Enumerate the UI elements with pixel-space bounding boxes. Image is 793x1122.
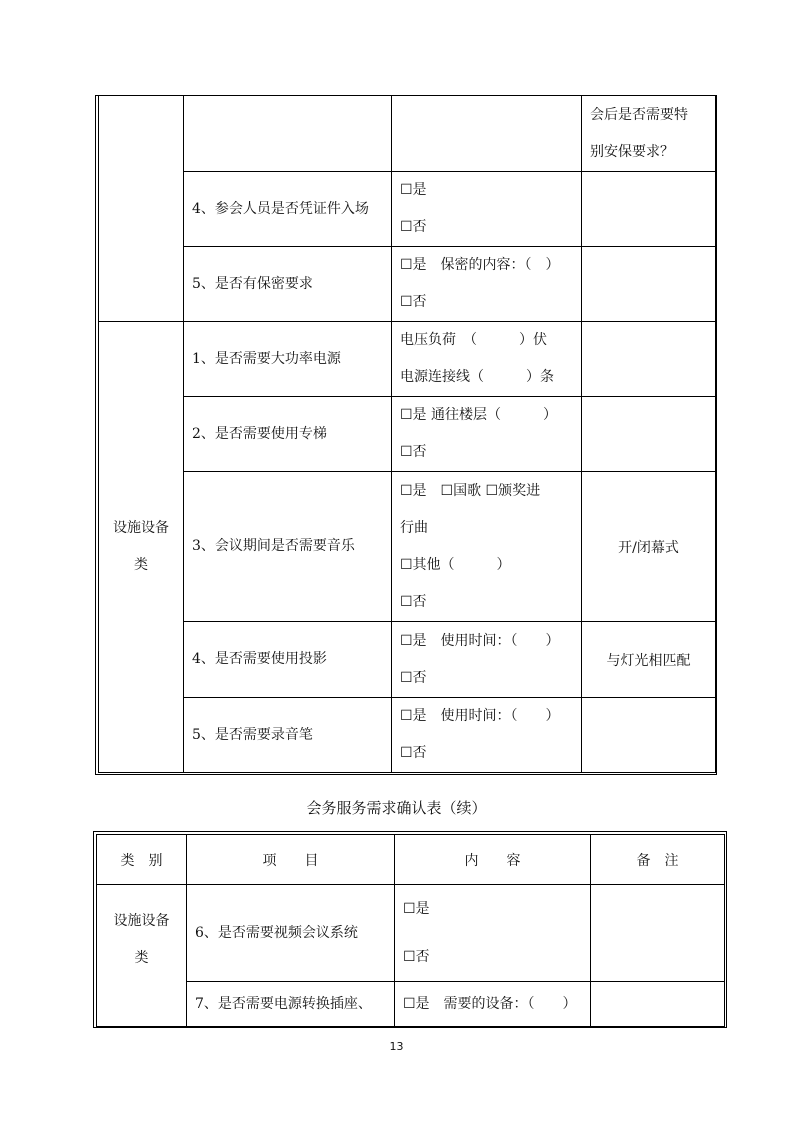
table-row xyxy=(99,397,716,472)
checkbox-no[interactable]: ☐否 xyxy=(400,444,427,460)
item-cell: 7、是否需要电源转换插座、 xyxy=(187,982,395,1027)
checkbox-yes[interactable]: ☐是 通往楼层（ ） xyxy=(400,407,558,423)
item-cell: 4、参会人员是否凭证件入场 xyxy=(184,172,392,247)
header-note: 备 注 xyxy=(591,835,725,885)
item-cell: 2、是否需要使用专梯 xyxy=(184,397,392,472)
item-cell: 6、是否需要视频会议系统 xyxy=(187,885,395,982)
note-cell xyxy=(591,982,725,1027)
note-cell xyxy=(582,698,716,773)
item-cell: 4、是否需要使用投影 xyxy=(184,622,392,698)
category-label: 设施设备 xyxy=(113,913,170,929)
voltage-load-field[interactable]: 电压负荷 （ ）伏 xyxy=(400,332,547,348)
table-row xyxy=(97,885,725,982)
content-cell xyxy=(392,698,582,773)
checkbox-other[interactable]: ☐其他（ ） xyxy=(400,556,511,573)
note-cell xyxy=(582,96,716,172)
table-row xyxy=(99,472,716,622)
content-cell xyxy=(395,885,591,982)
service-requirements-table-2 xyxy=(96,834,725,1027)
page-number: 13 xyxy=(389,1040,404,1053)
category-cell xyxy=(99,322,184,773)
table-row xyxy=(99,96,716,172)
category-cell-empty xyxy=(99,96,184,322)
table-row xyxy=(99,247,716,322)
item-cell: 5、是否有保密要求 xyxy=(184,247,392,322)
header-item: 项 目 xyxy=(187,835,395,885)
checkbox-no[interactable]: ☐否 xyxy=(400,593,427,610)
note-text: 别安保要求？ xyxy=(590,143,674,160)
item-cell xyxy=(184,96,392,172)
content-cell xyxy=(395,982,591,1027)
checkbox-yes[interactable]: ☐是 保密的内容：（ ） xyxy=(400,257,560,273)
note-cell xyxy=(582,397,716,472)
content-cell xyxy=(392,472,582,622)
note-cell xyxy=(582,247,716,322)
content-cell xyxy=(392,172,582,247)
content-cell xyxy=(392,622,582,698)
checkbox-yes[interactable]: ☐是 使用时间：（ ） xyxy=(400,632,560,649)
checkbox-no[interactable]: ☐否 xyxy=(403,949,430,965)
note-cell: 与灯光相匹配 xyxy=(582,622,716,698)
checkbox-no[interactable]: ☐否 xyxy=(400,219,427,235)
table-header-row xyxy=(97,835,725,885)
service-requirements-table-continued xyxy=(98,95,716,773)
table-row xyxy=(99,322,716,397)
content-cell xyxy=(392,322,582,397)
checkbox-yes[interactable]: ☐是 使用时间：（ ） xyxy=(400,708,560,724)
content-cell xyxy=(392,397,582,472)
checkbox-no[interactable]: ☐否 xyxy=(400,294,427,310)
music-options-cont: 行曲 xyxy=(400,519,428,536)
table-row xyxy=(99,622,716,698)
category-cell xyxy=(97,885,187,1027)
category-label: 设施设备 xyxy=(113,520,169,536)
header-content: 内 容 xyxy=(395,835,591,885)
checkbox-no[interactable]: ☐否 xyxy=(400,669,427,686)
header-category: 类 别 xyxy=(97,835,187,885)
music-options[interactable]: ☐是 ☐国歌 ☐颁奖进 xyxy=(400,482,541,499)
checkbox-yes[interactable]: ☐是 xyxy=(400,182,427,198)
checkbox-no[interactable]: ☐否 xyxy=(400,745,427,761)
power-cable-field[interactable]: 电源连接线（ ）条 xyxy=(400,369,554,385)
note-cell xyxy=(582,322,716,397)
table-row xyxy=(97,982,725,1027)
note-cell: 开/闭幕式 xyxy=(582,472,716,622)
note-text: 会后是否需要特 xyxy=(590,106,688,123)
checkbox-yes[interactable]: ☐是 xyxy=(403,901,430,917)
item-cell: 1、是否需要大功率电源 xyxy=(184,322,392,397)
checkbox-yes[interactable]: ☐是 需要的设备：（ ） xyxy=(403,995,577,1012)
table-caption: 会务服务需求确认表（续） xyxy=(306,799,487,817)
category-label: 类 xyxy=(134,950,149,966)
content-cell xyxy=(392,96,582,172)
table-row xyxy=(99,698,716,773)
category-label: 类 xyxy=(134,557,148,573)
note-cell xyxy=(591,885,725,982)
table-row xyxy=(99,172,716,247)
item-cell: 5、是否需要录音笔 xyxy=(184,698,392,773)
item-cell: 3、会议期间是否需要音乐 xyxy=(184,472,392,622)
content-cell xyxy=(392,247,582,322)
note-cell xyxy=(582,172,716,247)
